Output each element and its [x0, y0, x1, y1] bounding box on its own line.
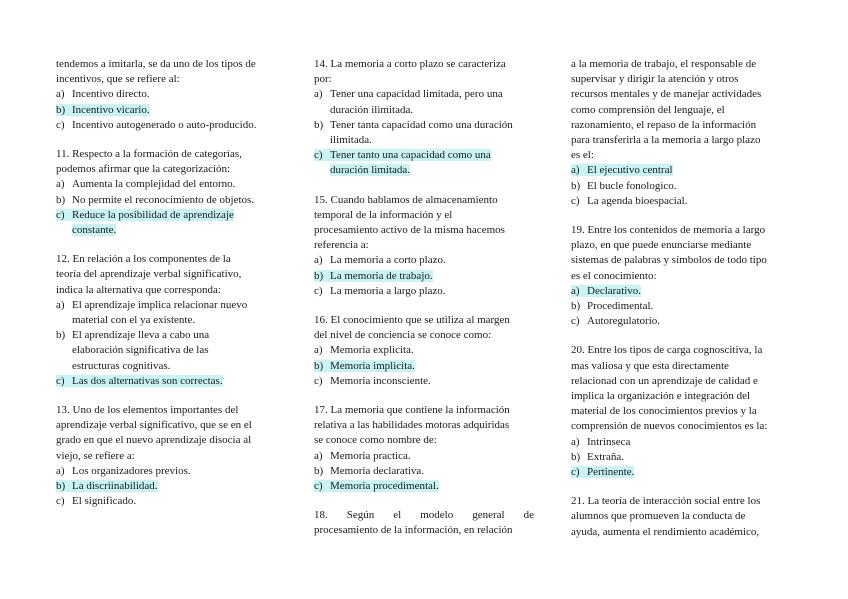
question-word: el: [393, 509, 402, 522]
option-letter: c): [56, 208, 65, 221]
question-text-line: para transferirla a la memoria a largo plazo: [571, 134, 761, 147]
option-text: [571, 164, 673, 176]
answer-option-highlighted: [314, 269, 534, 284]
option-label: Procedimental.: [587, 300, 654, 313]
option-line: [314, 343, 534, 358]
question-block: [571, 57, 791, 209]
option-letter: a): [314, 344, 323, 357]
option-line: [571, 314, 791, 329]
question-text-line: 12. En relación a los componentes de la: [56, 253, 231, 266]
question-word: Según: [346, 509, 375, 522]
question-text-line: mas valiosa y que esta directamente: [571, 359, 729, 372]
question-block: [314, 193, 534, 299]
answer-option: [571, 435, 791, 450]
question-text-line: 19. Entre los contenidos de memoria a largo: [571, 224, 766, 237]
answer-option: [56, 118, 284, 133]
question-block: [314, 403, 534, 494]
question-text-line: como comprensión del lenguaje, el: [571, 103, 725, 116]
option-label: Pertinente.: [587, 466, 635, 479]
question-text-line: relacionad con un aprendizaje de calidad e: [571, 374, 758, 387]
question-text-line: aprendizaje verbal significativo, que se en el: [56, 419, 252, 432]
option-label: Incentivo directo.: [72, 88, 150, 101]
option-letter: a): [56, 298, 65, 311]
option-text: [56, 194, 254, 206]
question-text-line: 21. La teoría de interacción social entre los: [571, 495, 761, 508]
question-word: 18.: [314, 509, 328, 522]
option-label: material con el ya existente.: [72, 314, 196, 327]
question-text-line: se conoce como nombre de:: [314, 434, 437, 447]
question-block: [571, 494, 791, 540]
option-label: duración limitada.: [330, 164, 411, 177]
option-continuation: [314, 103, 534, 118]
answer-option: [571, 179, 791, 194]
option-label: Memoria implicita.: [330, 359, 415, 372]
answer-option: [314, 449, 534, 464]
option-letter: a): [571, 435, 580, 448]
option-label: Incentivo autogenerado o auto-producido.: [72, 118, 257, 131]
question-text-line: 17. La memoria que contiene la información: [314, 404, 510, 417]
question-text-line: 11. Respecto a la formación de categorías,: [56, 148, 242, 161]
option-label: constante.: [72, 224, 117, 237]
option-letter: b): [56, 329, 66, 342]
option-continuation: [314, 133, 534, 148]
option-letter: b): [314, 464, 324, 477]
option-continuation: [56, 313, 284, 328]
question-text-line: podemos afirmar que la categorización:: [56, 163, 231, 176]
option-text: [314, 285, 446, 297]
answer-option: [571, 450, 791, 465]
option-label: Tener una capacidad limitada, pero una: [330, 88, 503, 101]
option-label: Las dos alternativas son correctas.: [72, 374, 223, 387]
option-text: [56, 375, 223, 387]
option-text: [314, 450, 411, 462]
option-label: Extraña.: [587, 450, 624, 463]
option-line: [314, 449, 534, 464]
option-letter: c): [314, 284, 323, 297]
column-2: [314, 57, 534, 553]
option-label: Aumenta la complejidad del entorno.: [72, 178, 236, 191]
option-label: El aprendizaje lleva a cabo una: [72, 329, 210, 342]
option-text: [56, 104, 150, 116]
option-label: Los organizadores previos.: [72, 464, 191, 477]
option-text: [314, 360, 415, 372]
option-label: El significado.: [72, 495, 137, 508]
answer-option-highlighted: [314, 479, 534, 494]
option-line: [56, 328, 284, 343]
option-letter: b): [56, 193, 66, 206]
answer-option: [56, 464, 284, 479]
option-letter: a): [56, 178, 65, 191]
option-line: [56, 479, 284, 494]
question-block: [314, 313, 534, 389]
option-label: Memoria declarativa.: [330, 464, 425, 477]
question-text-line: referencia a:: [314, 239, 369, 252]
answer-option-highlighted: [314, 359, 534, 374]
answer-option: [56, 328, 284, 374]
option-letter: a): [571, 284, 580, 297]
option-line: [571, 284, 791, 299]
option-letter: c): [571, 315, 580, 328]
question-text-line: viejo, se refiere a:: [56, 449, 135, 462]
option-label: La memoria de trabajo.: [330, 269, 433, 282]
question-text-line: 14. La memoria a corto plazo se caracteriza: [314, 58, 506, 70]
question-text-line: procesamiento activo de la misma hacemos: [314, 224, 505, 237]
option-label: El aprendizaje implica relacionar nuevo: [72, 298, 248, 311]
option-line: [571, 450, 791, 465]
option-letter: b): [571, 450, 581, 463]
option-label: Memoria procedimental.: [330, 480, 439, 493]
answer-option: [314, 343, 534, 358]
option-letter: c): [56, 374, 65, 387]
option-label: No permite el reconocimiento de objetos.: [72, 193, 255, 206]
option-label: elaboración significativa de las: [72, 344, 209, 357]
option-text: [56, 299, 247, 311]
option-line: [314, 464, 534, 479]
option-letter: c): [314, 149, 323, 162]
option-line: [56, 103, 284, 118]
question-text-line: a la memoria de trabajo, el responsable de: [571, 58, 757, 70]
option-text: [571, 195, 687, 207]
question-text-line: alumnos que promueven la conducta de: [571, 510, 746, 523]
question-text-line: comprensión de nuevos conocimientos es la:: [571, 420, 768, 433]
option-label: El ejecutivo central: [587, 164, 673, 177]
option-text: [314, 270, 433, 282]
answer-option: [571, 194, 791, 209]
option-text: [56, 119, 257, 131]
answer-option: [56, 298, 284, 328]
option-label: Incentivo vicario.: [72, 103, 150, 116]
option-letter: b): [56, 103, 66, 116]
answer-option: [314, 374, 534, 389]
option-text: [571, 180, 677, 192]
option-letter: a): [314, 88, 323, 101]
option-line: [314, 359, 534, 374]
question-block: [571, 223, 791, 329]
question-text-line: teoría del aprendizaje verbal significativo,: [56, 268, 242, 281]
option-label: estructuras cognitivas.: [72, 359, 171, 372]
option-line: [314, 284, 534, 299]
question-text-line: material de los conocimientos previos y la: [571, 405, 757, 418]
option-line: [56, 494, 284, 509]
question-word: de: [523, 509, 534, 522]
question-text-line: supervisar y dirigir la atención y otros: [571, 73, 739, 86]
option-letter: b): [314, 359, 324, 372]
option-line: [56, 374, 284, 389]
answer-option: [314, 464, 534, 479]
option-label: Tener tanto una capacidad como una: [330, 149, 491, 162]
option-continuation: [56, 359, 284, 374]
option-line: [571, 435, 791, 450]
question-block: [571, 343, 791, 480]
answer-option: [56, 193, 284, 208]
option-line: [571, 465, 791, 480]
option-line: [56, 208, 284, 223]
option-label: duración ilimitada.: [330, 103, 414, 116]
option-letter: c): [314, 480, 323, 493]
option-text: [314, 88, 503, 100]
option-letter: c): [56, 495, 65, 508]
option-line: [314, 148, 534, 163]
answer-option-highlighted: [314, 148, 534, 178]
option-letter: a): [56, 464, 65, 477]
question-text-line: razonamiento, el repaso de la información: [571, 118, 757, 131]
question-text-line: es el conocimiento:: [571, 269, 657, 282]
question-text-line: es el:: [571, 149, 594, 162]
option-text: [571, 436, 630, 448]
question-text-line: recursos mentales y de manejar actividades: [571, 88, 762, 101]
option-line: [56, 177, 284, 192]
question-block: [56, 403, 284, 509]
option-letter: b): [571, 300, 581, 313]
option-letter: b): [56, 480, 66, 493]
option-continuation: [56, 223, 284, 238]
option-text: [314, 480, 439, 492]
option-line: [571, 179, 791, 194]
option-text: [56, 465, 191, 477]
option-line: [314, 87, 534, 102]
question-text-line: relativa a las habilidades motoras adquiridas: [314, 419, 510, 432]
question-text-line: temporal de la información y el: [314, 208, 453, 221]
option-label: Memoria inconsciente.: [330, 374, 431, 387]
option-letter: a): [314, 449, 323, 462]
question-text-line: del nivel de conciencia se conoce como:: [314, 329, 492, 342]
option-letter: b): [314, 118, 324, 131]
option-label: Memoria practica.: [330, 449, 411, 462]
option-text: [571, 315, 660, 327]
option-label: Tener tanta capacidad como una duración: [330, 118, 513, 131]
option-line: [314, 479, 534, 494]
answer-option: [56, 177, 284, 192]
option-label: La memoria a largo plazo.: [330, 284, 446, 297]
option-line: [571, 194, 791, 209]
option-text: [56, 329, 209, 341]
option-label: Declarativo.: [587, 284, 642, 297]
question-text-line: procesamiento de la información, en relación: [314, 524, 513, 537]
option-line: [56, 87, 284, 102]
option-line: [314, 269, 534, 284]
option-text: [56, 178, 235, 190]
option-text: [56, 88, 150, 100]
option-text: [571, 451, 624, 463]
option-text: [314, 465, 424, 477]
option-letter: c): [571, 466, 580, 479]
answer-option: [571, 299, 791, 314]
option-line: [314, 253, 534, 268]
question-block: [56, 252, 284, 389]
option-line: [571, 163, 791, 178]
question-text-line: 15. Cuando hablamos de almacenamiento: [314, 193, 498, 206]
question-text-line: plazo, en que puede enunciarse mediante: [571, 239, 752, 252]
question-block: [56, 147, 284, 238]
option-letter: a): [314, 254, 323, 267]
option-continuation: [314, 163, 534, 178]
question-block: [56, 57, 284, 133]
option-line: [56, 193, 284, 208]
option-text: [56, 480, 158, 492]
option-text: [571, 300, 653, 312]
answer-option: [314, 253, 534, 268]
option-label: El bucle fonologico.: [587, 179, 677, 192]
answer-option-highlighted: [571, 163, 791, 178]
option-continuation: [56, 343, 284, 358]
answer-option: [314, 118, 534, 148]
option-letter: b): [571, 179, 581, 192]
question-text-line: por:: [314, 73, 332, 86]
option-line: [314, 374, 534, 389]
option-text: [56, 209, 234, 221]
option-line: [571, 299, 791, 314]
option-label: La memoria a corto plazo.: [330, 254, 446, 267]
option-text: [314, 375, 431, 387]
answer-option-highlighted: [56, 208, 284, 238]
option-letter: a): [571, 164, 580, 177]
option-line: [314, 118, 534, 133]
question-text-line: grado en que el nuevo aprendizaje disocia al: [56, 434, 252, 447]
option-label: ilimitada.: [330, 134, 372, 147]
answer-option: [56, 494, 284, 509]
answer-option-highlighted: [56, 103, 284, 118]
option-letter: c): [56, 118, 65, 131]
option-letter: c): [571, 194, 580, 207]
question-block: [314, 508, 534, 538]
option-label: Intrinseca: [587, 435, 631, 448]
option-label: Memoria explicita.: [330, 344, 414, 357]
option-line: [56, 118, 284, 133]
option-letter: b): [314, 269, 324, 282]
question-line-justified: [314, 508, 534, 523]
answer-option: [314, 284, 534, 299]
answer-option-highlighted: [571, 465, 791, 480]
option-text: [571, 466, 634, 478]
question-block: [314, 57, 534, 179]
option-line: [56, 298, 284, 313]
question-text-line: 16. El conocimiento que se utiliza al margen: [314, 314, 510, 327]
option-text: [571, 285, 641, 297]
question-text-line: sistemas de palabras y símbolos de todo tipo: [571, 254, 767, 267]
question-text-line: implica la organización e integración del: [571, 390, 751, 403]
option-text: [314, 344, 414, 356]
answer-option: [314, 87, 534, 117]
column-3: [571, 57, 791, 554]
option-text: [56, 495, 136, 507]
option-letter: a): [56, 88, 65, 101]
option-text: [314, 149, 491, 161]
option-label: La discriinabilidad.: [72, 480, 158, 493]
question-text-line: 13. Uno de los elementos importantes del: [56, 404, 239, 417]
answer-option-highlighted: [56, 479, 284, 494]
question-word: modelo: [420, 509, 454, 522]
option-line: [56, 464, 284, 479]
option-label: Autoregulatorio.: [587, 315, 661, 328]
option-label: La agenda bioespacial.: [587, 194, 688, 207]
question-word: general: [472, 509, 505, 522]
answer-option-highlighted: [56, 374, 284, 389]
answer-option: [56, 87, 284, 102]
question-text-line: tendemos a imitarla, se da uno de los tipos de: [56, 58, 256, 70]
question-text-line: 20. Entre los tipos de carga cognoscitiva, la: [571, 344, 763, 357]
option-label: Reduce la posibilidad de aprendizaje: [72, 208, 234, 221]
column-1: [56, 57, 284, 523]
question-text-line: incentivos, que se refiere al:: [56, 73, 180, 86]
question-text-line: ayuda, aumenta el rendimiento académico,: [571, 525, 760, 538]
option-text: [314, 119, 513, 131]
answer-option-highlighted: [571, 284, 791, 299]
option-text: [314, 254, 446, 266]
question-text-line: indica la alternativa que corresponda:: [56, 283, 221, 296]
option-letter: c): [314, 374, 323, 387]
answer-option: [571, 314, 791, 329]
